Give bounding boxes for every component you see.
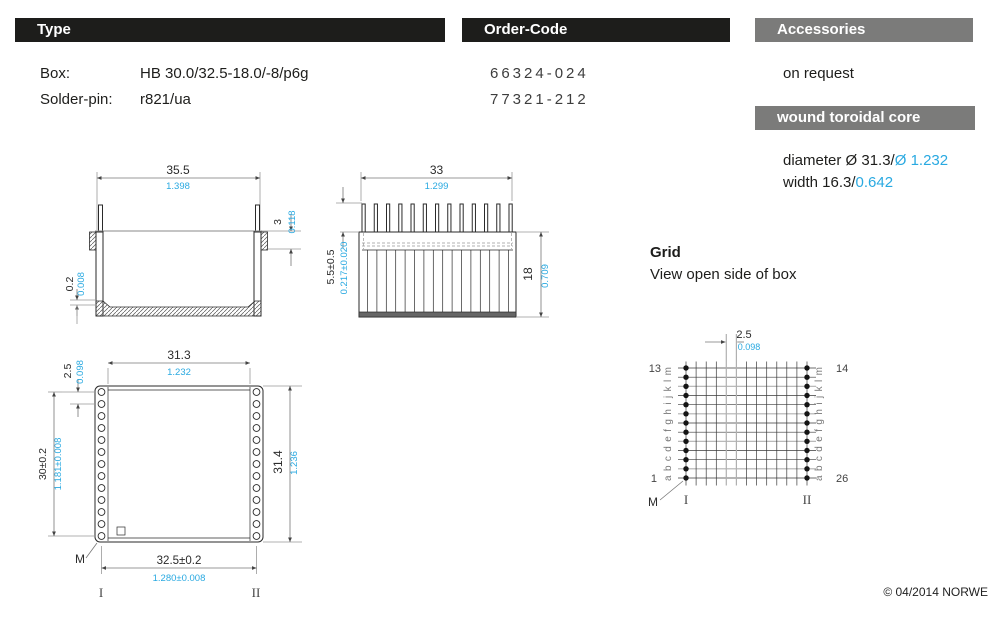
grid-marker-label: M xyxy=(648,495,658,509)
grid-col2-label: II xyxy=(802,492,812,507)
grid-col1-label: I xyxy=(683,492,689,507)
front-box-outline xyxy=(90,205,268,316)
solder-pin-label: Solder-pin: xyxy=(40,91,113,108)
width-mm: width 16.3/ xyxy=(783,174,856,191)
top-rows-in: 1.181±0.008 xyxy=(53,437,64,491)
order-code-1: 66324-024 xyxy=(490,65,589,82)
grid-pitch-in: 0.098 xyxy=(737,342,761,352)
top-box-outline xyxy=(95,386,263,542)
grid-title: Grid xyxy=(650,244,681,261)
front-width-mm: 35.5 xyxy=(166,163,190,177)
side-width-mm: 33 xyxy=(429,163,444,177)
side-pin-length-dimension xyxy=(325,187,362,294)
front-pin-mm: 3 xyxy=(272,219,284,225)
front-width-in: 1.398 xyxy=(166,181,190,192)
grid-pin13-label: 13 xyxy=(648,363,661,375)
side-pin-mm: 5.5±0.5 xyxy=(325,249,337,285)
top-span-in: 1.280±0.008 xyxy=(152,573,206,584)
top-pitch-dimension xyxy=(62,360,96,417)
order-code-header-label: Order-Code xyxy=(484,21,568,38)
top-rows-mm: 30±0.2 xyxy=(37,447,49,481)
top-width-mm: 31.3 xyxy=(167,348,191,362)
side-height-in: 0.709 xyxy=(540,264,551,288)
toroidal-width-line xyxy=(783,173,893,193)
top-height-dimension xyxy=(263,386,302,542)
top-labels xyxy=(75,543,260,600)
toroidal-core-bar xyxy=(755,106,975,130)
toroidal-core-label: wound toroidal core xyxy=(777,109,921,126)
front-width-dimension xyxy=(97,163,260,230)
top-height-mm: 31.4 xyxy=(271,450,285,474)
top-width-in: 1.232 xyxy=(167,367,191,378)
grid-pin26-label: 26 xyxy=(836,473,849,485)
accessories-header-label: Accessories xyxy=(777,21,866,38)
front-step-mm: 0.2 xyxy=(64,276,76,292)
accessories-header-bar xyxy=(755,18,973,42)
width-inch: 0.642 xyxy=(855,174,894,191)
side-width-dimension xyxy=(361,163,512,201)
front-section-drawing xyxy=(55,160,315,335)
top-marker-label: M xyxy=(75,552,85,566)
grid-drawing xyxy=(640,325,865,520)
top-span-mm: 32.5±0.2 xyxy=(156,555,202,567)
copyright-text: © 04/2014 NORWE xyxy=(883,585,988,599)
solder-pin-value: r821/ua xyxy=(140,91,191,108)
accessories-on-request: on request xyxy=(783,65,854,82)
diameter-inch: Ø 1.232 xyxy=(894,152,949,169)
grid-pin1-label: 1 xyxy=(650,473,657,485)
front-pin-in: 0.118 xyxy=(287,210,298,234)
grid-pin14-label: 14 xyxy=(836,363,849,375)
top-view-drawing xyxy=(35,340,320,615)
grid-pitch-mm: 2.5 xyxy=(736,329,752,341)
order-code-header-bar xyxy=(462,18,730,42)
diameter-mm: diameter Ø 31.3/ xyxy=(783,152,895,169)
side-pin-in: 0.217±0.020 xyxy=(339,241,350,295)
top-width-dimension xyxy=(108,348,250,384)
grid-subtitle: View open side of box xyxy=(650,266,797,283)
top-pitch-in: 0.098 xyxy=(75,360,86,384)
top-rows-dimension xyxy=(37,392,95,536)
top-height-in: 1.236 xyxy=(289,451,300,475)
front-step-dimension xyxy=(64,272,96,324)
top-span-dimension xyxy=(102,546,257,584)
grid-lines xyxy=(678,334,816,486)
side-height-dimension xyxy=(516,232,551,317)
toroidal-diameter-line xyxy=(783,151,948,171)
type-header-label: Type xyxy=(37,21,71,38)
side-height-mm: 18 xyxy=(521,267,535,281)
grid-letters-right: abcdefghijklm xyxy=(814,367,825,481)
box-label: Box: xyxy=(40,65,71,82)
grid-letters-left: abcdefghijklm xyxy=(663,367,674,481)
front-step-in: 0.008 xyxy=(76,272,87,296)
type-header-bar xyxy=(15,18,445,42)
order-code-2: 77321-212 xyxy=(490,91,589,108)
grid-labels xyxy=(648,363,848,509)
top-pitch-mm: 2.5 xyxy=(62,363,74,379)
grid-pitch-dimension xyxy=(705,329,760,352)
side-width-in: 1.299 xyxy=(424,181,449,192)
box-value: HB 30.0/32.5-18.0/-8/p6g xyxy=(140,65,309,82)
side-body xyxy=(359,204,516,317)
top-row2-label: II xyxy=(251,585,261,600)
side-view-drawing xyxy=(325,160,560,335)
top-row1-label: I xyxy=(98,585,104,600)
